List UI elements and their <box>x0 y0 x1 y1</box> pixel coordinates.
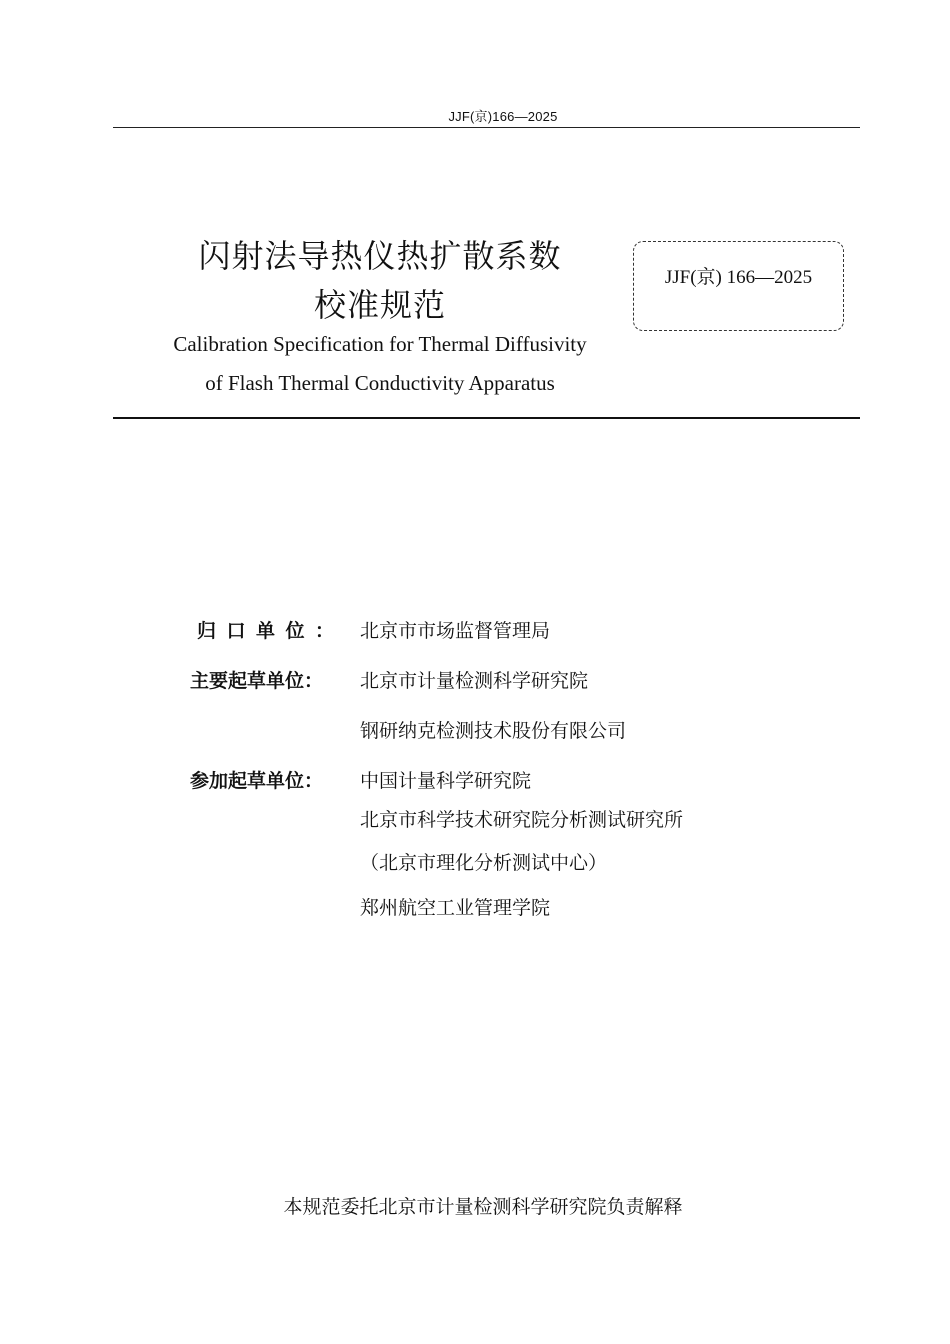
header-standard-code: JJF(京)166—2025 <box>448 109 558 124</box>
title-english-line-2: of Flash Thermal Conductivity Apparatus <box>205 371 555 395</box>
title-chinese-line-2: 校准规范 <box>313 286 446 324</box>
main-drafting-unit-1: 北京市计量检测科学研究院 <box>360 670 589 692</box>
managing-unit-label: 归口单位： <box>197 620 345 642</box>
title-english-line-1: Calibration Specification for Thermal Diffusivity <box>173 332 587 356</box>
standard-code-box-text: JJF(京) 166—2025 <box>664 267 813 288</box>
participating-drafting-unit-1: 中国计量科学研究院 <box>360 770 532 792</box>
title-chinese-line-1: 闪射法导热仪热扩散系数 <box>198 237 562 275</box>
interpretation-note: 本规范委托北京市计量检测科学研究院负责解释 <box>283 1196 683 1218</box>
participating-drafting-unit-label: 参加起草单位： <box>190 770 324 792</box>
managing-unit-value: 北京市市场监督管理局 <box>360 620 551 642</box>
participating-drafting-unit-4: 郑州航空工业管理学院 <box>360 897 551 919</box>
participating-drafting-unit-2: 北京市科学技术研究院分析测试研究所 <box>360 809 684 831</box>
participating-drafting-unit-3: （北京市理化分析测试中心） <box>360 852 608 874</box>
main-drafting-unit-2: 钢研纳克检测技术股份有限公司 <box>360 720 627 742</box>
header-divider <box>113 127 860 128</box>
title-divider <box>113 417 860 419</box>
main-drafting-unit-label: 主要起草单位： <box>190 670 324 692</box>
